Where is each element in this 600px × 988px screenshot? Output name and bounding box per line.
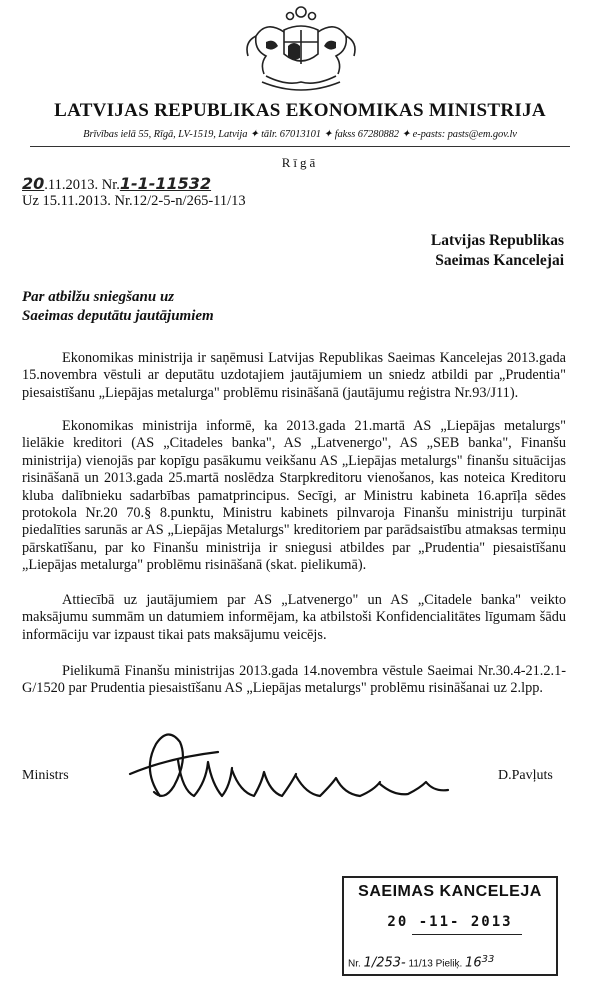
city: Rīgā	[281, 155, 319, 170]
reference-number	[22, 174, 211, 194]
signer-title: Ministrs	[22, 768, 69, 783]
ministry-name: LATVIJAS REPUBLIKAS EKONOMIKAS MINISTRIJA	[54, 100, 546, 121]
stamp-date-rule	[412, 934, 522, 935]
body-paragraph-1: Ekonomikas ministrija ir saņēmusi Latvijas Republikas Saeimas Kancelejas 2013.gada 15.novembra vēstuli ar deputātu uzdotajiem jautājumiem un sniedz atbildi par „Prudentia" piesaistīšanu „Liepājas metalurga" problēmu risināšanā (jautājumu reģistra Nr.93/J11).	[22, 350, 566, 401]
signature	[108, 700, 498, 820]
contact-line: Brīvības ielā 55, Rīgā, LV-1519, Latvija ✦ tālr. 67013101 ✦ fakss 67280882 ✦ e-pasts: pasts@em.gov.lv	[83, 129, 517, 140]
stamp-date: 20 -11- 2013	[387, 914, 513, 930]
signer-name: D.Pavļuts	[498, 768, 553, 783]
stamp-pages-superscript: 33	[481, 954, 495, 965]
subject-line-2: Saeimas deputātu jautājumiem	[22, 308, 214, 324]
coat-of-arms-icon	[226, 2, 376, 94]
registration-stamp	[342, 876, 558, 976]
recipient-line-2: Saeimas Kancelejai	[435, 252, 564, 269]
handwritten-day: 20	[22, 174, 45, 193]
handwritten-number: 1-1-11532	[119, 174, 212, 193]
stamp-nr-label: Nr.	[348, 958, 361, 970]
body-paragraph-3: Attiecībā uz jautājumiem par AS „Latvenergo" un AS „Citadele banka" veikto maksājumu summām un datumiem informējam, ka atbilstoši Konfidencialitātes līgumam šādu informāciju var izpaust tikai pats maksājumu veicējs.	[22, 592, 566, 643]
body-paragraph-4: Pielikumā Finanšu ministrijas 2013.gada 14.novembra vēstule Saeimai Nr.30.4-21.2.1-G/1520 par Prudentia piesaistīšanu AS „Liepājas metalurgs" problēmu risināšanai uz 2.lpp.	[22, 663, 566, 697]
stamp-nr-handwritten: 1/253-	[363, 955, 406, 971]
recipient-line-1: Latvijas Republikas	[430, 232, 564, 249]
stamp-pielik-label: Pieliķ.	[435, 958, 463, 970]
stamp-nr-suffix: 11/13	[408, 958, 433, 970]
body-paragraph-2: Ekonomikas ministrija informē, ka 2013.gada 21.martā AS „Liepājas metalurgs" lielākie kreditori (AS „Citadeles banka", AS „Latvenergo", AS „SEB banka", Finanšu ministrija) vienojās par kopīgu pasākumu veikšanu AS „Liepājas metalurgs" finanšu situācijas risināšanā un 2013.gada 25.martā noslēdza Starpkreditoru vienošanos, kas noteica Kreditoru kluba dalībnieku sadarbības pamatprincipus. Secīgi, ar Ministru kabineta 16.aprīļa sēdes protokola Nr.20 70.§ 8.punktu, Ministru kabinets pilnvaroja Finanšu ministriju turpināt piedalīties sarunās ar AS „Liepājas Metalurgs" kreditoriem par parādsaistību atmaksas termiņu pārskatīšanu, par ko Finanšu ministrija ir sniegusi atbildes par „Prudentia" piesaistīšanu „Liepājas metalurga" problēmu risināšanā (skat. pielikumā).	[22, 418, 566, 574]
letterhead-divider	[30, 146, 570, 147]
stamp-pages-handwritten: 16	[465, 955, 482, 971]
stamp-title: SAEIMAS KANCELEJA	[358, 883, 542, 900]
date-rest: .11.2013. Nr.	[44, 177, 120, 193]
reply-to-reference: Uz 15.11.2013. Nr.12/2-5-n/265-11/13	[22, 193, 246, 209]
subject-line-1: Par atbilžu sniegšanu uz	[22, 289, 175, 305]
stamp-registration-line	[348, 954, 552, 970]
